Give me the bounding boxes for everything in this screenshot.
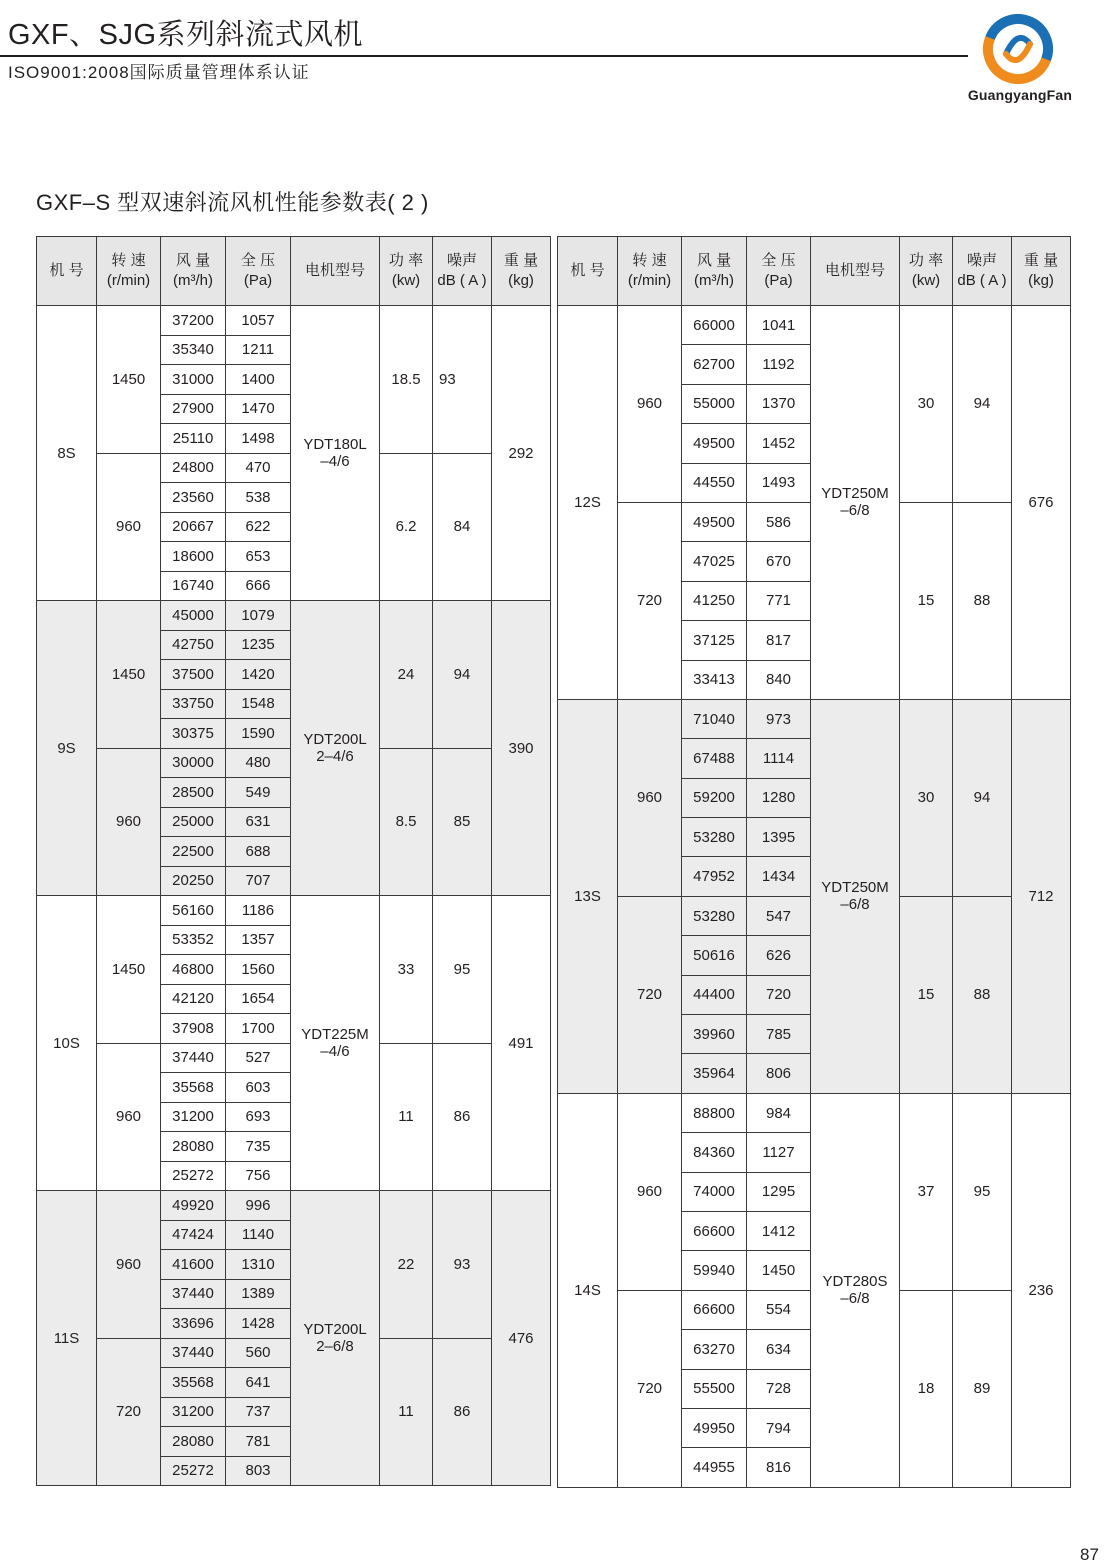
speed-cell: 720 xyxy=(97,1338,161,1486)
flow-cell: 35568 xyxy=(161,1368,226,1398)
flow-cell: 35964 xyxy=(682,1054,747,1093)
document-title: GXF、SJG系列斜流式风机 xyxy=(8,19,364,51)
speed-cell: 960 xyxy=(618,306,682,503)
page-number: 87 xyxy=(1080,1545,1099,1564)
pressure-cell: 1057 xyxy=(226,306,291,336)
pressure-cell: 728 xyxy=(747,1369,811,1408)
motor-model-cell: YDT200L 2–6/8 xyxy=(291,1191,380,1486)
power-cell: 18.5 xyxy=(380,306,433,454)
flow-cell: 33750 xyxy=(161,689,226,719)
weight-cell: 712 xyxy=(1012,699,1071,1093)
flow-cell: 56160 xyxy=(161,896,226,926)
motor-model-cell: YDT250M –6/8 xyxy=(811,699,900,1093)
table-row xyxy=(37,601,551,631)
pressure-cell: 707 xyxy=(226,866,291,896)
flow-cell: 49920 xyxy=(161,1191,226,1221)
flow-cell: 49950 xyxy=(682,1408,747,1447)
pressure-cell: 1114 xyxy=(747,739,811,778)
flow-cell: 55500 xyxy=(682,1369,747,1408)
model-cell: 10S xyxy=(37,896,97,1191)
col-header-model: 机 号 xyxy=(37,237,97,306)
flow-cell: 20250 xyxy=(161,866,226,896)
pressure-cell: 693 xyxy=(226,1102,291,1132)
noise-cell: 95 xyxy=(433,896,492,1044)
col-header-model: 机 号 xyxy=(558,237,618,306)
logo-swirl-icon xyxy=(980,14,1056,84)
flow-cell: 18600 xyxy=(161,542,226,572)
pressure-cell: 527 xyxy=(226,1043,291,1073)
flow-cell: 37200 xyxy=(161,306,226,336)
pressure-cell: 634 xyxy=(747,1330,811,1369)
pressure-cell: 1654 xyxy=(226,984,291,1014)
flow-cell: 16740 xyxy=(161,571,226,601)
flow-cell: 44400 xyxy=(682,975,747,1014)
flow-cell: 71040 xyxy=(682,699,747,738)
flow-cell: 53280 xyxy=(682,818,747,857)
pressure-cell: 1370 xyxy=(747,384,811,423)
pressure-cell: 1395 xyxy=(747,818,811,857)
model-group-14S xyxy=(558,1093,1071,1487)
model-group-10S xyxy=(37,896,551,1191)
flow-cell: 20667 xyxy=(161,512,226,542)
flow-cell: 44550 xyxy=(682,463,747,502)
pressure-cell: 816 xyxy=(747,1448,811,1487)
flow-cell: 66600 xyxy=(682,1290,747,1329)
motor-model-cell: YDT200L 2–4/6 xyxy=(291,601,380,896)
pressure-cell: 781 xyxy=(226,1427,291,1457)
pressure-cell: 549 xyxy=(226,778,291,808)
flow-cell: 55000 xyxy=(682,384,747,423)
flow-cell: 31000 xyxy=(161,365,226,395)
model-group-12S xyxy=(558,306,1071,700)
header-rule xyxy=(0,55,968,57)
noise-cell: 89 xyxy=(953,1290,1012,1487)
certification-subtitle: ISO9001:2008国际质量管理体系认证 xyxy=(8,63,310,82)
pressure-cell: 996 xyxy=(226,1191,291,1221)
model-group-13S xyxy=(558,699,1071,1093)
flow-cell: 28080 xyxy=(161,1132,226,1162)
pressure-cell: 840 xyxy=(747,660,811,699)
col-header-flow: 风 量 (m³/h) xyxy=(161,237,226,306)
power-cell: 24 xyxy=(380,601,433,749)
pressure-cell: 720 xyxy=(747,975,811,1014)
speed-cell: 1450 xyxy=(97,896,161,1044)
model-cell: 14S xyxy=(558,1093,618,1487)
pressure-cell: 1192 xyxy=(747,345,811,384)
col-header-flow: 风 量 (m³/h) xyxy=(682,237,747,306)
flow-cell: 49500 xyxy=(682,502,747,541)
pressure-cell: 560 xyxy=(226,1338,291,1368)
flow-cell: 23560 xyxy=(161,483,226,513)
flow-cell: 53352 xyxy=(161,925,226,955)
flow-cell: 28080 xyxy=(161,1427,226,1457)
model-group-8S xyxy=(37,306,551,601)
pressure-cell: 1295 xyxy=(747,1172,811,1211)
speed-cell: 720 xyxy=(618,1290,682,1487)
model-cell: 12S xyxy=(558,306,618,700)
pressure-cell: 631 xyxy=(226,807,291,837)
motor-model-cell: YDT280S –6/8 xyxy=(811,1093,900,1487)
pressure-cell: 1493 xyxy=(747,463,811,502)
flow-cell: 42750 xyxy=(161,630,226,660)
noise-cell: 94 xyxy=(953,306,1012,503)
flow-cell: 24800 xyxy=(161,453,226,483)
col-header-power: 功 率 (kw) xyxy=(900,237,953,306)
flow-cell: 31200 xyxy=(161,1102,226,1132)
table-row xyxy=(558,306,1071,345)
flow-cell: 66600 xyxy=(682,1211,747,1250)
col-header-weight: 重 量 (kg) xyxy=(1012,237,1071,306)
pressure-cell: 1389 xyxy=(226,1279,291,1309)
col-header-noise: 噪声 dB ( A ) xyxy=(953,237,1012,306)
pressure-cell: 1211 xyxy=(226,335,291,365)
power-cell: 30 xyxy=(900,306,953,503)
power-cell: 11 xyxy=(380,1338,433,1486)
flow-cell: 41250 xyxy=(682,581,747,620)
pressure-cell: 1140 xyxy=(226,1220,291,1250)
flow-cell: 44955 xyxy=(682,1448,747,1487)
table-row xyxy=(558,1093,1071,1132)
power-cell: 37 xyxy=(900,1093,953,1290)
noise-cell: 93 xyxy=(433,306,492,454)
noise-cell: 93 xyxy=(433,1191,492,1339)
pressure-cell: 973 xyxy=(747,699,811,738)
col-header-speed: 转 速 (r/min) xyxy=(97,237,161,306)
noise-cell: 94 xyxy=(433,601,492,749)
pressure-cell: 1280 xyxy=(747,778,811,817)
noise-cell: 85 xyxy=(433,748,492,896)
speed-cell: 1450 xyxy=(97,306,161,454)
speed-cell: 960 xyxy=(97,1191,161,1339)
performance-table-left xyxy=(36,236,551,1486)
pressure-cell: 1548 xyxy=(226,689,291,719)
pressure-cell: 984 xyxy=(747,1093,811,1132)
pressure-cell: 470 xyxy=(226,453,291,483)
col-header-motor: 电机型号 xyxy=(811,237,900,306)
flow-cell: 88800 xyxy=(682,1093,747,1132)
flow-cell: 33696 xyxy=(161,1309,226,1339)
flow-cell: 46800 xyxy=(161,955,226,985)
flow-cell: 59940 xyxy=(682,1251,747,1290)
pressure-cell: 653 xyxy=(226,542,291,572)
table-title: GXF–S 型双速斜流风机性能参数表( 2 ) xyxy=(36,190,429,215)
model-group-9S xyxy=(37,601,551,896)
noise-cell: 94 xyxy=(953,699,1012,896)
flow-cell: 45000 xyxy=(161,601,226,631)
flow-cell: 22500 xyxy=(161,837,226,867)
table-row xyxy=(37,1191,551,1221)
weight-cell: 292 xyxy=(492,306,551,601)
flow-cell: 62700 xyxy=(682,345,747,384)
col-header-noise: 噪声 dB ( A ) xyxy=(433,237,492,306)
speed-cell: 960 xyxy=(618,1093,682,1290)
pressure-cell: 1235 xyxy=(226,630,291,660)
flow-cell: 49500 xyxy=(682,424,747,463)
pressure-cell: 1412 xyxy=(747,1211,811,1250)
pressure-cell: 586 xyxy=(747,502,811,541)
col-header-motor: 电机型号 xyxy=(291,237,380,306)
noise-cell: 86 xyxy=(433,1338,492,1486)
motor-model-cell: YDT180L –4/6 xyxy=(291,306,380,601)
pressure-cell: 1310 xyxy=(226,1250,291,1280)
flow-cell: 25272 xyxy=(161,1456,226,1486)
pressure-cell: 794 xyxy=(747,1408,811,1447)
table-row xyxy=(37,306,551,336)
weight-cell: 491 xyxy=(492,896,551,1191)
motor-model-cell: YDT225M –4/6 xyxy=(291,896,380,1191)
pressure-cell: 1450 xyxy=(747,1251,811,1290)
flow-cell: 37440 xyxy=(161,1279,226,1309)
table-header-row xyxy=(558,237,1071,306)
noise-cell: 88 xyxy=(953,502,1012,699)
col-header-power: 功 率 (kw) xyxy=(380,237,433,306)
flow-cell: 84360 xyxy=(682,1133,747,1172)
flow-cell: 27900 xyxy=(161,394,226,424)
table-row xyxy=(558,699,1071,738)
pressure-cell: 666 xyxy=(226,571,291,601)
flow-cell: 63270 xyxy=(682,1330,747,1369)
weight-cell: 390 xyxy=(492,601,551,896)
table-row xyxy=(37,896,551,926)
pressure-cell: 1041 xyxy=(747,306,811,345)
pressure-cell: 480 xyxy=(226,748,291,778)
pressure-cell: 1560 xyxy=(226,955,291,985)
pressure-cell: 1452 xyxy=(747,424,811,463)
power-cell: 33 xyxy=(380,896,433,1044)
flow-cell: 37440 xyxy=(161,1338,226,1368)
pressure-cell: 1127 xyxy=(747,1133,811,1172)
power-cell: 15 xyxy=(900,896,953,1093)
col-header-speed: 转 速 (r/min) xyxy=(618,237,682,306)
motor-model-cell: YDT250M –6/8 xyxy=(811,306,900,700)
flow-cell: 35340 xyxy=(161,335,226,365)
flow-cell: 74000 xyxy=(682,1172,747,1211)
speed-cell: 960 xyxy=(618,699,682,896)
flow-cell: 50616 xyxy=(682,936,747,975)
speed-cell: 720 xyxy=(618,502,682,699)
pressure-cell: 1186 xyxy=(226,896,291,926)
pressure-cell: 1428 xyxy=(226,1309,291,1339)
flow-cell: 30000 xyxy=(161,748,226,778)
model-group-11S xyxy=(37,1191,551,1486)
noise-cell: 95 xyxy=(953,1093,1012,1290)
pressure-cell: 1420 xyxy=(226,660,291,690)
flow-cell: 42120 xyxy=(161,984,226,1014)
speed-cell: 1450 xyxy=(97,601,161,749)
weight-cell: 236 xyxy=(1012,1093,1071,1487)
speed-cell: 960 xyxy=(97,1043,161,1191)
weight-cell: 676 xyxy=(1012,306,1071,700)
flow-cell: 59200 xyxy=(682,778,747,817)
pressure-cell: 1498 xyxy=(226,424,291,454)
pressure-cell: 622 xyxy=(226,512,291,542)
flow-cell: 25000 xyxy=(161,807,226,837)
pressure-cell: 626 xyxy=(747,936,811,975)
col-header-pressure: 全 压 (Pa) xyxy=(747,237,811,306)
table-header-row xyxy=(37,237,551,306)
model-cell: 13S xyxy=(558,699,618,1093)
logo-wordmark: GuangyangFan xyxy=(967,87,1073,103)
pressure-cell: 1470 xyxy=(226,394,291,424)
speed-cell: 960 xyxy=(97,748,161,896)
pressure-cell: 554 xyxy=(747,1290,811,1329)
flow-cell: 37500 xyxy=(161,660,226,690)
power-cell: 6.2 xyxy=(380,453,433,601)
pressure-cell: 756 xyxy=(226,1161,291,1191)
performance-table-right xyxy=(557,236,1071,1488)
flow-cell: 66000 xyxy=(682,306,747,345)
power-cell: 22 xyxy=(380,1191,433,1339)
pressure-cell: 806 xyxy=(747,1054,811,1093)
flow-cell: 39960 xyxy=(682,1015,747,1054)
flow-cell: 33413 xyxy=(682,660,747,699)
flow-cell: 47952 xyxy=(682,857,747,896)
pressure-cell: 1400 xyxy=(226,365,291,395)
col-header-weight: 重 量 (kg) xyxy=(492,237,551,306)
pressure-cell: 1357 xyxy=(226,925,291,955)
pressure-cell: 771 xyxy=(747,581,811,620)
pressure-cell: 641 xyxy=(226,1368,291,1398)
flow-cell: 47424 xyxy=(161,1220,226,1250)
pressure-cell: 785 xyxy=(747,1015,811,1054)
flow-cell: 30375 xyxy=(161,719,226,749)
model-cell: 11S xyxy=(37,1191,97,1486)
pressure-cell: 547 xyxy=(747,896,811,935)
flow-cell: 53280 xyxy=(682,896,747,935)
flow-cell: 37440 xyxy=(161,1043,226,1073)
flow-cell: 37125 xyxy=(682,621,747,660)
speed-cell: 960 xyxy=(97,453,161,601)
flow-cell: 37908 xyxy=(161,1014,226,1044)
flow-cell: 35568 xyxy=(161,1073,226,1103)
pressure-cell: 735 xyxy=(226,1132,291,1162)
pressure-cell: 737 xyxy=(226,1397,291,1427)
pressure-cell: 803 xyxy=(226,1456,291,1486)
power-cell: 8.5 xyxy=(380,748,433,896)
pressure-cell: 603 xyxy=(226,1073,291,1103)
noise-cell: 86 xyxy=(433,1043,492,1191)
model-cell: 8S xyxy=(37,306,97,601)
power-cell: 30 xyxy=(900,699,953,896)
pressure-cell: 538 xyxy=(226,483,291,513)
power-cell: 11 xyxy=(380,1043,433,1191)
pressure-cell: 1700 xyxy=(226,1014,291,1044)
pressure-cell: 817 xyxy=(747,621,811,660)
flow-cell: 25272 xyxy=(161,1161,226,1191)
flow-cell: 47025 xyxy=(682,542,747,581)
speed-cell: 720 xyxy=(618,896,682,1093)
company-logo xyxy=(950,14,1090,106)
model-cell: 9S xyxy=(37,601,97,896)
col-header-pressure: 全 压 (Pa) xyxy=(226,237,291,306)
power-cell: 18 xyxy=(900,1290,953,1487)
pressure-cell: 1434 xyxy=(747,857,811,896)
flow-cell: 28500 xyxy=(161,778,226,808)
flow-cell: 67488 xyxy=(682,739,747,778)
pressure-cell: 688 xyxy=(226,837,291,867)
flow-cell: 41600 xyxy=(161,1250,226,1280)
flow-cell: 25110 xyxy=(161,424,226,454)
noise-cell: 84 xyxy=(433,453,492,601)
weight-cell: 476 xyxy=(492,1191,551,1486)
flow-cell: 31200 xyxy=(161,1397,226,1427)
pressure-cell: 670 xyxy=(747,542,811,581)
power-cell: 15 xyxy=(900,502,953,699)
noise-cell: 88 xyxy=(953,896,1012,1093)
pressure-cell: 1590 xyxy=(226,719,291,749)
pressure-cell: 1079 xyxy=(226,601,291,631)
